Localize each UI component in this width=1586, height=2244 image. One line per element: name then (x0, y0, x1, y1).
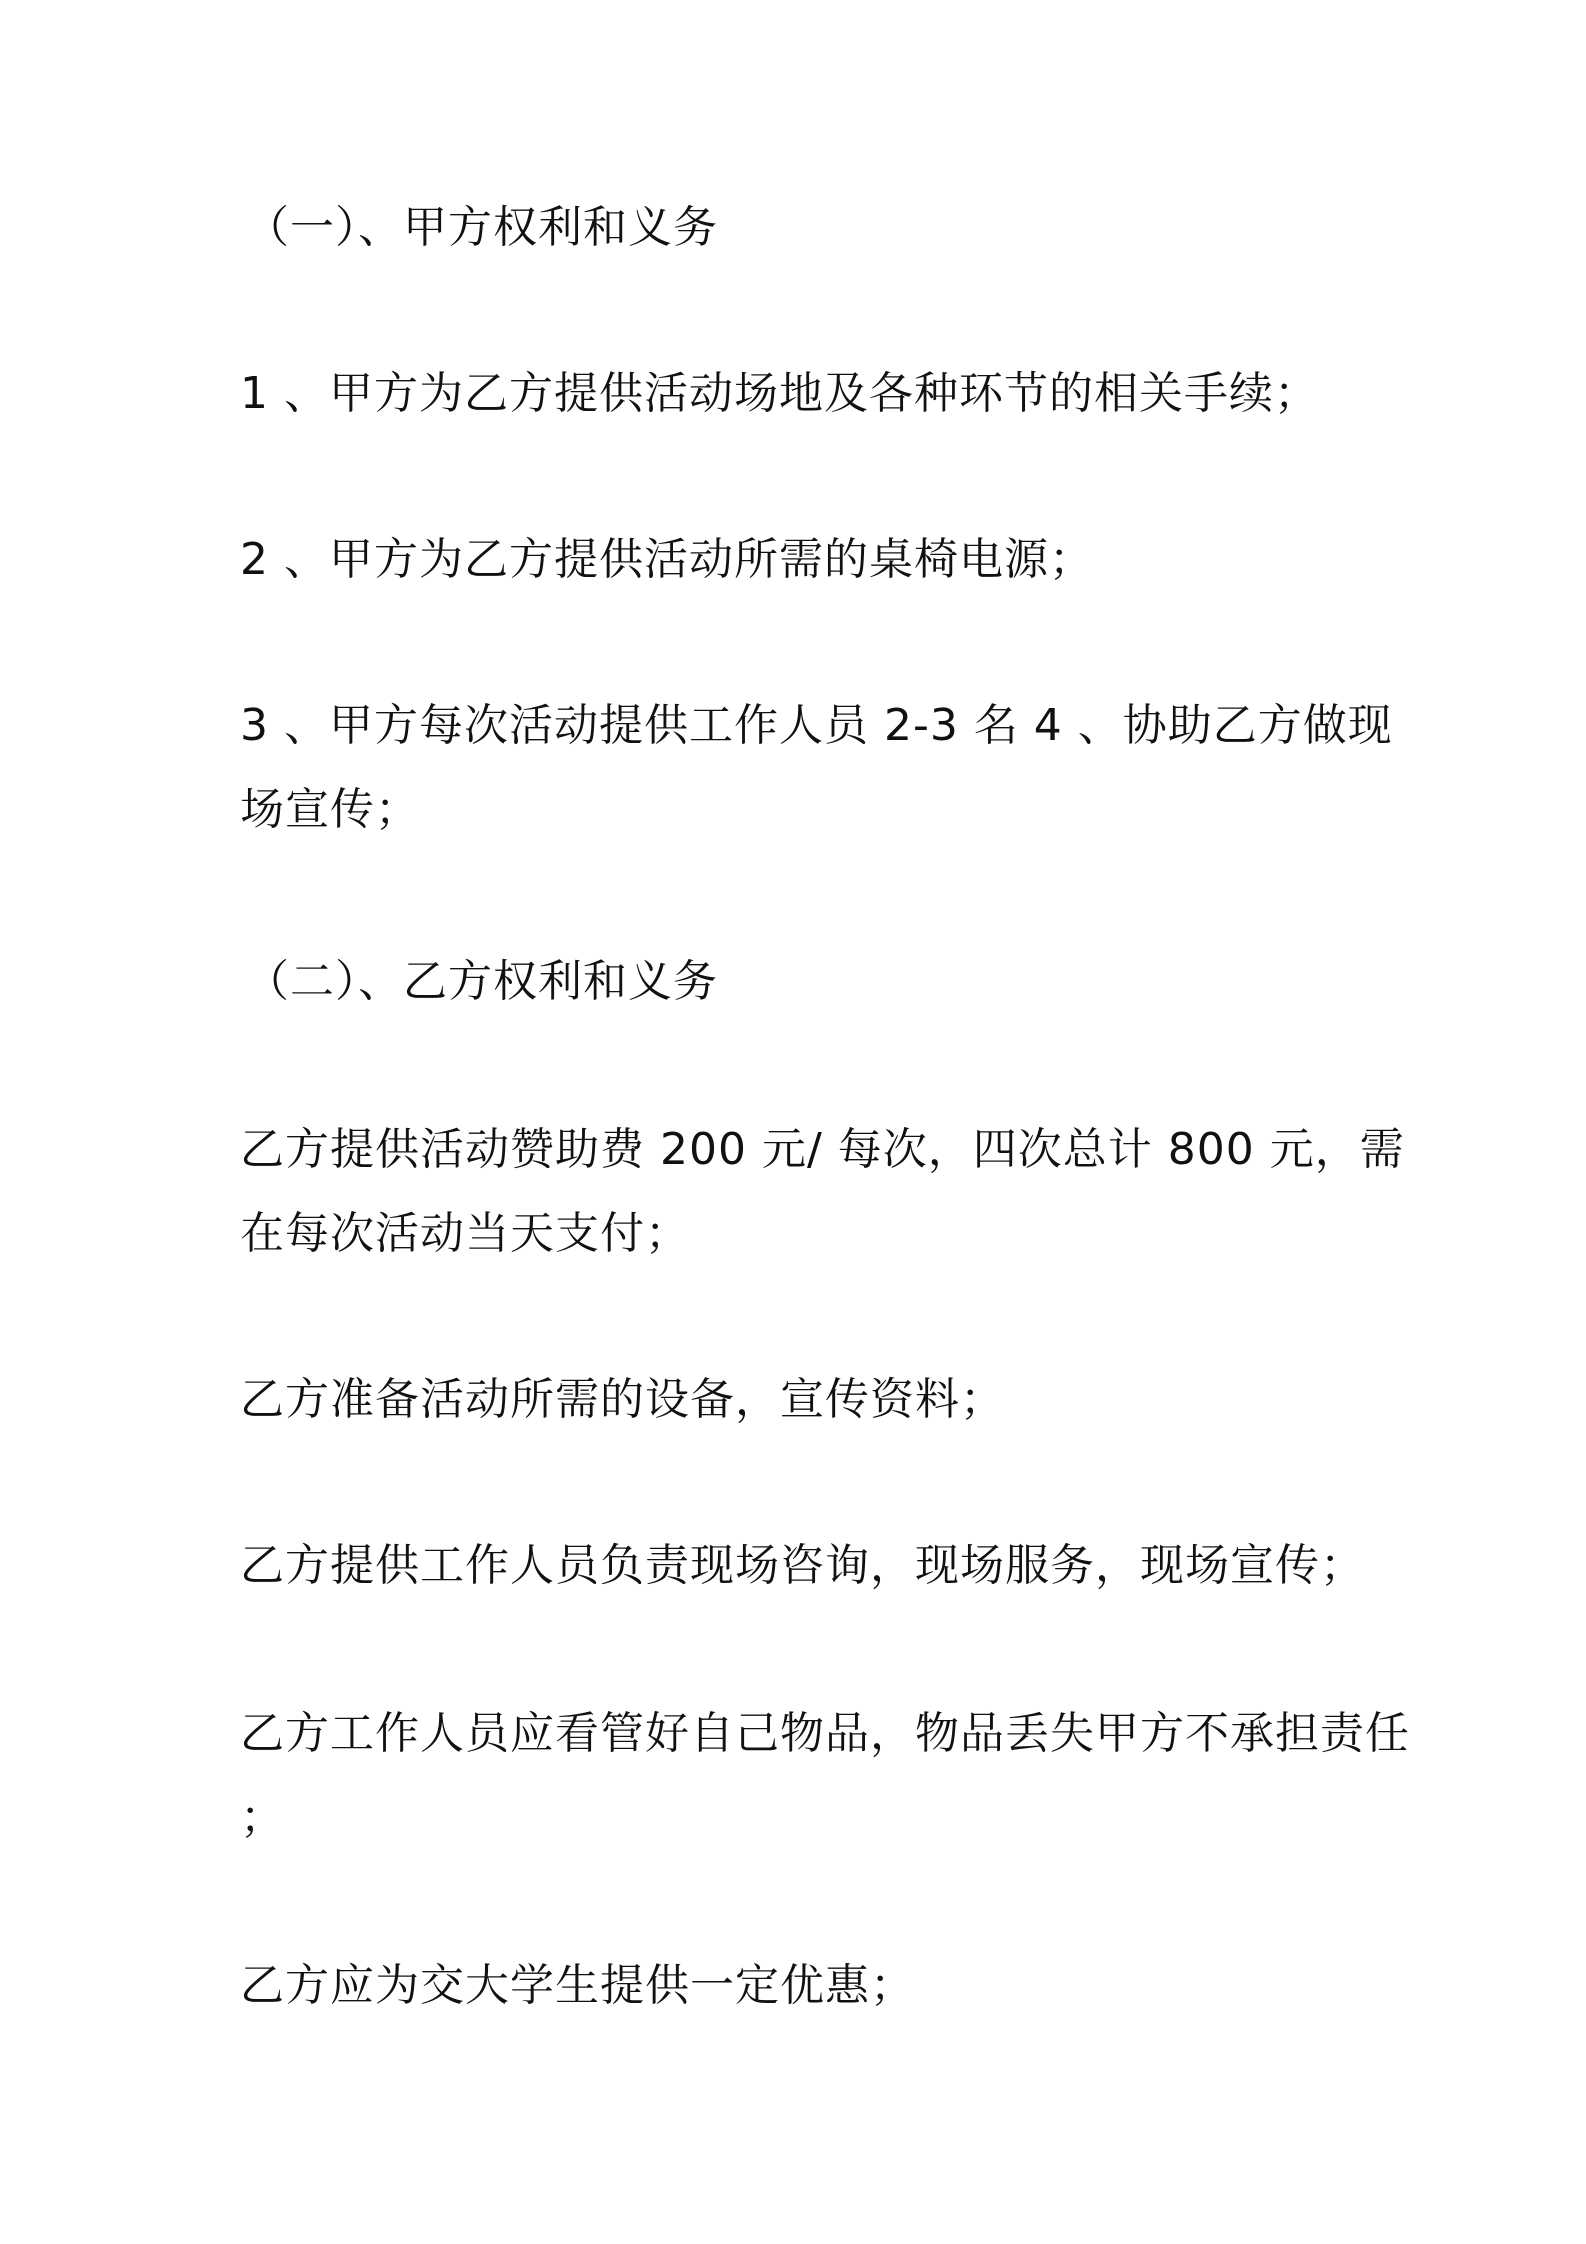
section-two-item-5: 乙方应为交大学生提供一定优惠； (240, 1960, 915, 2011)
section-one-item-1: 1 、甲方为乙方提供活动场地及各种环节的相关手续； (240, 368, 1319, 419)
section-one-heading: （一）、甲方权利和义务 (245, 202, 718, 253)
section-two-item-1-line-2: 在每次活动当天支付； (240, 1208, 690, 1259)
section-two-item-4-line-1: 乙方工作人员应看管好自己物品，物品丢失甲方不承担责任 (240, 1708, 1410, 1759)
section-two-item-1-line-1: 乙方提供活动赞助费 200 元/ 每次，四次总计 800 元，需 (240, 1124, 1405, 1175)
section-two-item-3: 乙方提供工作人员负责现场咨询，现场服务，现场宣传； (240, 1540, 1365, 1591)
section-one-item-3-line-1: 3 、甲方每次活动提供工作人员 2-3 名 4 、协助乙方做现 (240, 700, 1393, 751)
section-two-item-4-line-2: ； (240, 1792, 285, 1843)
section-one-item-2: 2 、甲方为乙方提供活动所需的桌椅电源； (240, 534, 1094, 585)
section-two-heading: （二）、乙方权利和义务 (245, 956, 718, 1007)
section-one-item-3-line-2: 场宣传； (240, 784, 420, 835)
section-two-item-2: 乙方准备活动所需的设备，宣传资料； (240, 1374, 1005, 1425)
